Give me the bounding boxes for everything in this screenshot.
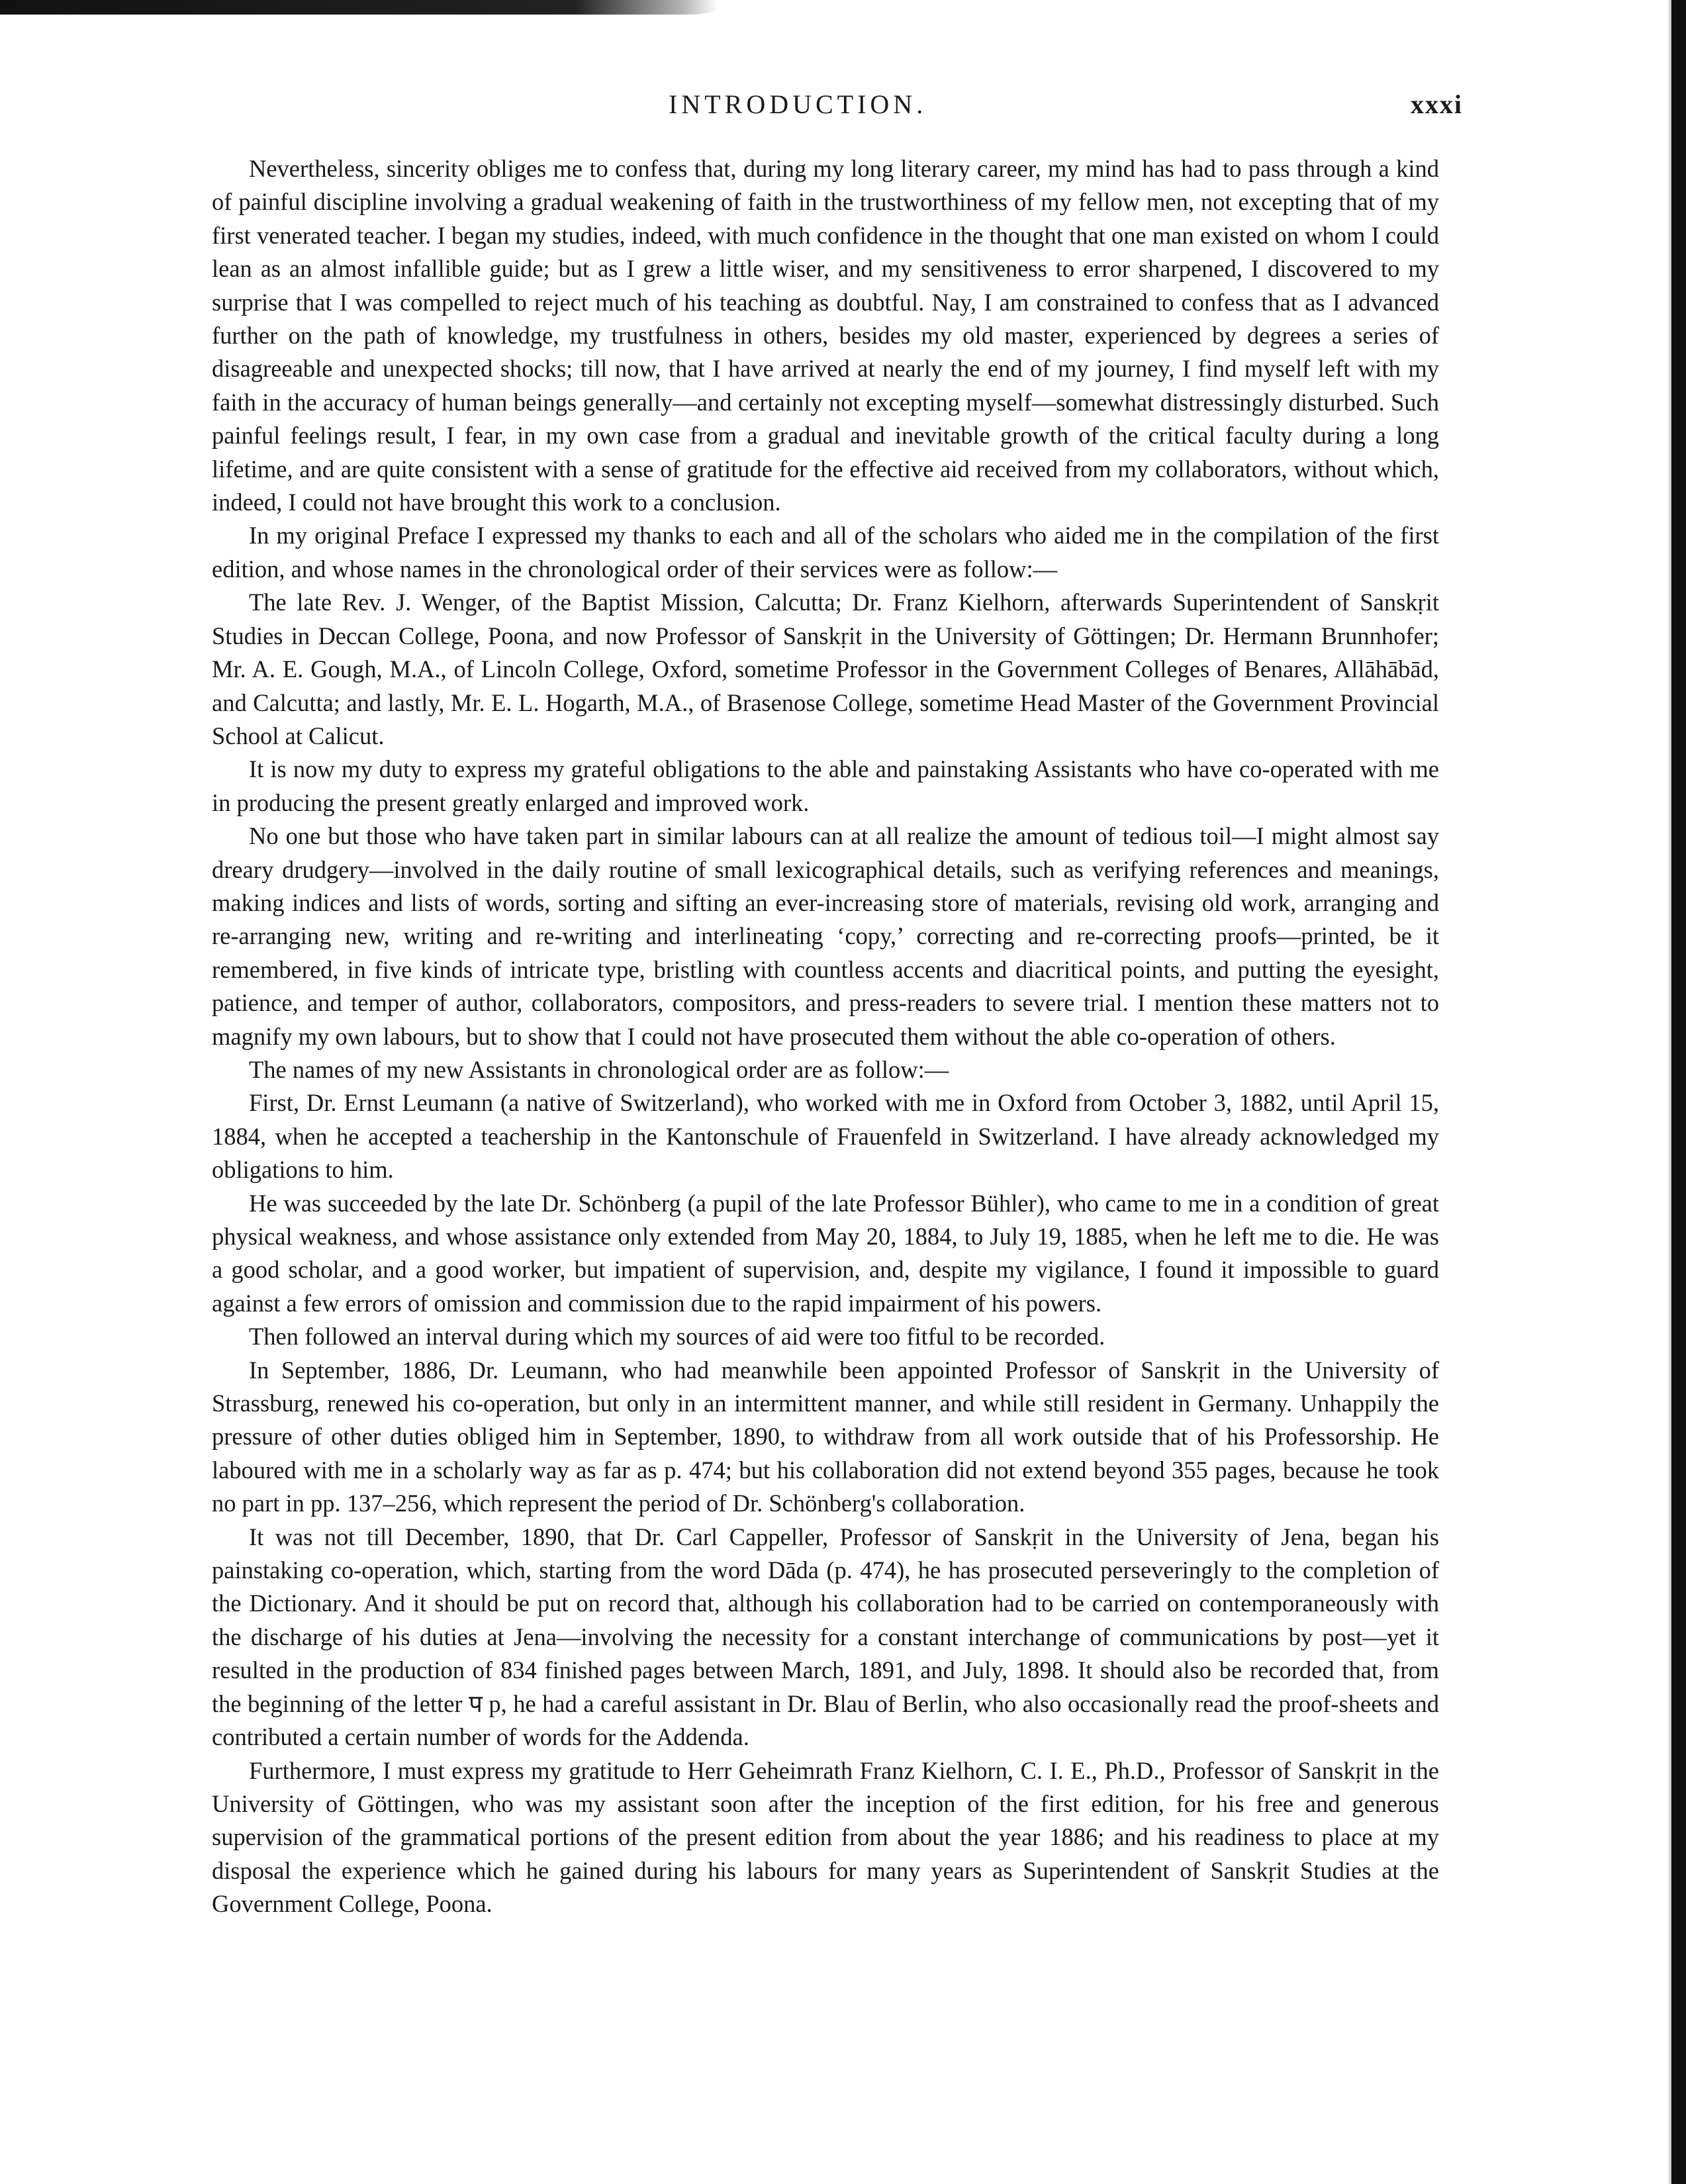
page-title: INTRODUCTION.	[669, 89, 927, 119]
paragraph-kielhorn: Furthermore, I must express my gratitude to Herr Geheimrath Franz Kielhorn, C. I. E., Ph.D., Professor of Sanskṛit in the University of Göttingen, who was my assistant soon after the inception of the first edition, for his free and generous supervision of the grammatical portions of the present edition from about the year 1886; and his readiness to place at my disposal the experience which he gained during his labours for many years as Superintendent of Sanskṛit Studies at the Government College, Poona.	[212, 1756, 1439, 1918]
paragraph-first-edition-scholars: The late Rev. J. Wenger, of the Baptist Mission, Calcutta; Dr. Franz Kielhorn, afterwards Superintendent of Sanskṛit Studies in Deccan College, Poona, and now Professor of Sanskṛit in the University of Göttingen; Dr. Hermann Brunnhofer; Mr. A. E. Gough, M.A., of Lincoln College, Oxford, sometime Professor in the Government Colleges of Benares, Allāhābād, and Calcutta; and lastly, Mr. E. L. Hogarth, M.A., of Brasenose College, sometime Head Master of the Government Provincial School at Calicut.	[212, 589, 1439, 749]
paragraph-original-preface: In my original Preface I expressed my thanks to each and all of the scholars who aided me in the compilation of the first edition, and whose names in the chronological order of their services were as follow:—	[212, 522, 1439, 583]
paragraph-interval: Then followed an interval during which my sources of aid were too fitful to be recorded.	[249, 1323, 1105, 1351]
scan-top-edge	[0, 0, 718, 15]
paragraph-grateful-obligations: It is now my duty to express my grateful obligations to the able and painstaking Assistants who have co-operated with me in producing the present greatly enlarged and improved work.	[212, 755, 1439, 816]
running-head	[212, 85, 1463, 124]
paragraph-new-assistants: The names of my new Assistants in chronological order are as follow:—	[249, 1055, 949, 1083]
paragraph-leumann-renewed: In September, 1886, Dr. Leumann, who had meanwhile been appointed Professor of Sanskṛit in the University of Strassburg, renewed his co-operation, but only in an intermittent manner, and while still resident in Germany. Unhappily the pressure of other duties obliged him in September, 1890, to withdraw from all work outside that of his Professorship. He laboured with me in a scholarly way as far as p. 474; but his collaboration did not extend beyond 355 pages, because he took no part in pp. 137–256, which represent the period of Dr. Schönberg's collaboration.	[212, 1356, 1439, 1517]
paragraph-cappeller: It was not till December, 1890, that Dr. Carl Cappeller, Professor of Sanskṛit in the University of Jena, began his painstaking co-operation, which, starting from the word Dāda (p. 474), he has prosecuted perseveringly to the completion of the Dictionary. And it should be put on record that, although his collaboration had to be carried on contemporaneously with the discharge of his duties at Jena—involving the necessity for a constant interchange of communications by post—yet it resulted in the production of 834 finished pages between March, 1891, and July, 1898. It should also be recorded that, from the beginning of the letter प p, he had a careful assistant in Dr. Blau of Berlin, who also occasionally read the proof-sheets and contributed a certain number of words for the Addenda.	[212, 1523, 1439, 1751]
page-number: xxxi	[1410, 89, 1463, 119]
paragraph-schonberg: He was succeeded by the late Dr. Schönberg (a pupil of the late Professor Bühler), who came to me in a condition of great physical weakness, and whose assistance only extended from May 20, 1884, to July 19, 1885, when he left me to die. He was a good scholar, and a good worker, but impatient of supervision, and, despite my vigilance, I found it impossible to guard against a few errors of omission and commission due to the rapid impairment of his powers.	[212, 1189, 1439, 1317]
paragraph-sincerity: Nevertheless, sincerity obliges me to confess that, during my long literary career, my mind has had to pass through a kind of painful discipline involving a gradual weakening of faith in the trustworthiness of my fellow men, not excepting that of my first venerated teacher. I began my studies, indeed, with much confidence in the thought that one man existed on whom I could lean as an almost infallible guide; but as I grew a little wiser, and my sensitiveness to error sharpened, I discovered to my surprise that I was compelled to reject much of his teaching as doubtful. Nay, I am constrained to confess that as I advanced further on the path of knowledge, my trustfulness in others, besides my old master, experienced by degrees a series of disagreeable and unexpected shocks; till now, that I have arrived at nearly the end of my journey, I find myself left with my faith in the accuracy of human beings generally—and certainly not excepting myself—somewhat distressingly disturbed. Such painful feelings result, I fear, in my own case from a gradual and inevitable growth of the critical faculty during a long lifetime, and are quite consistent with a sense of gratitude for the effective aid received from my collaborators, without which, indeed, I could not have brought this work to a conclusion.	[212, 155, 1439, 516]
paragraph-leumann: First, Dr. Ernst Leumann (a native of Switzerland), who worked with me in Oxford from October 3, 1882, until April 15, 1884, when he accepted a teachership in the Kantonschule of Frauenfeld in Switzerland. I have already acknowledged my obligations to him.	[212, 1089, 1439, 1184]
scan-right-edge	[1671, 0, 1686, 2184]
paragraph-tedious-toil: No one but those who have taken part in similar labours can at all realize the amount of tedious toil—I might almost say dreary drudgery—involved in the daily routine of small lexicographical details, such as verifying references and meanings, making indices and lists of words, sorting and sifting an ever-increasing store of materials, revising old work, arranging and re-arranging new, writing and re-writing and interlineating ‘copy,’ correcting and re-correcting proofs—printed, be it remembered, in five kinds of intricate type, bristling with countless accents and diacritical points, and putting the eyesight, patience, and temper of author, collaborators, compositors, and press-readers to severe trial. I mention these matters not to magnify my own labours, but to show that I could not have prosecuted them without the able co-operation of others.	[212, 822, 1439, 1050]
body-text	[212, 152, 1439, 1921]
